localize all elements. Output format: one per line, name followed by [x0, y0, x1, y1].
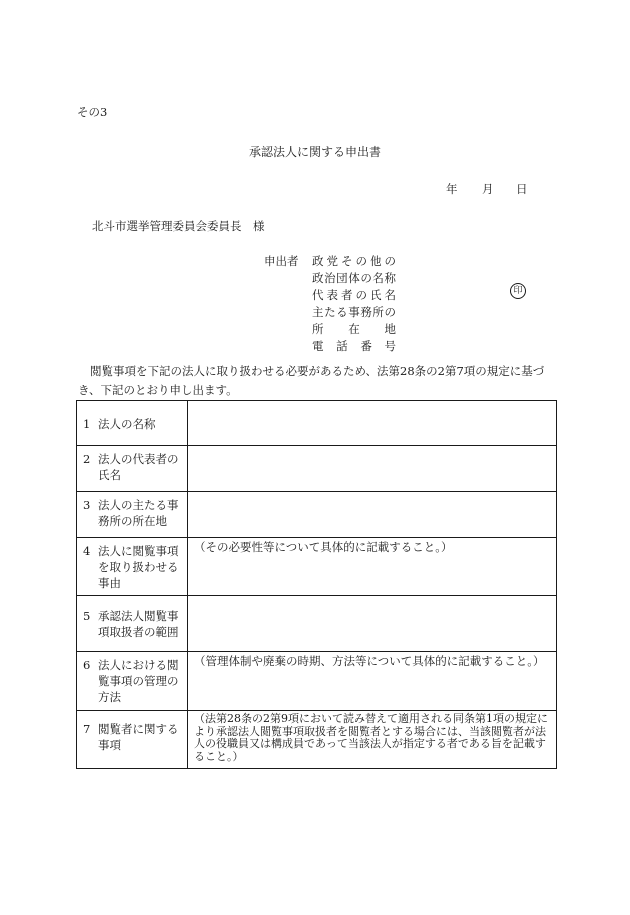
row-label: 法人に閲覧事項を取り扱わせる事由	[98, 544, 179, 590]
date-month-label: 月	[482, 182, 494, 196]
date-day-label: 日	[516, 182, 528, 196]
intro-paragraph: 閲覧事項を下記の法人に取り扱わせる必要があるため、法第28条の2第7項の規定に基づき、下記のとおり申し出ます。	[78, 364, 545, 397]
table-row	[77, 446, 557, 492]
row-label: 法人の主たる事務所の所在地	[98, 498, 179, 528]
applicant-row-party: 政 党 そ の 他 の	[312, 254, 396, 268]
table-row	[77, 538, 557, 596]
form-number: その3	[77, 105, 108, 119]
applicant-label: 申出者	[264, 254, 299, 268]
row-number: 7	[83, 722, 91, 736]
application-table	[76, 400, 557, 769]
row-number: 2	[83, 452, 91, 466]
value-cell[interactable]	[188, 446, 557, 492]
applicant-row-location: 所 在 地	[312, 322, 396, 336]
applicant-row-office: 主 た る 事 務 所 の	[312, 305, 396, 319]
row-label: 法人の代表者の氏名	[98, 452, 179, 482]
value-cell[interactable]	[188, 401, 557, 446]
document-title: 承認法人に関する申出書	[248, 145, 381, 159]
value-cell[interactable]: （管理体制や廃棄の時期、方法等について具体的に記載すること。）	[188, 652, 557, 711]
row-number: 6	[83, 658, 91, 672]
applicant-row-org-name: 政 治 団 体 の 名 称	[312, 271, 396, 285]
row-label: 承認法人閲覧事項取扱者の範囲	[98, 609, 179, 639]
table-row	[77, 711, 557, 769]
row-label: 閲覧者に関する事項	[98, 722, 179, 752]
table-row	[77, 596, 557, 652]
value-cell[interactable]	[188, 596, 557, 652]
table-row	[77, 401, 557, 446]
row-number: 1	[83, 417, 91, 431]
row-number: 3	[83, 498, 91, 512]
row-label: 法人における閲覧事項の管理の方法	[98, 658, 179, 704]
row-number: 4	[83, 544, 91, 558]
table-row	[77, 652, 557, 711]
seal-mark: 印	[510, 283, 526, 299]
applicant-row-phone: 電 話 番 号	[312, 339, 396, 353]
row-number: 5	[83, 609, 91, 623]
addressee: 北斗市選挙管理委員会委員長 様	[92, 219, 265, 233]
date-year-label: 年	[446, 182, 458, 196]
row-label: 法人の名称	[98, 417, 156, 431]
applicant-fields	[312, 253, 396, 355]
value-cell[interactable]: （その必要性等について具体的に記載すること。）	[188, 538, 557, 596]
applicant-row-rep-name: 代 表 者 の 氏 名	[312, 288, 396, 302]
value-cell[interactable]: （法第28条の2第9項において読み替えて適用される同条第1項の規定により承認法人閲覧事項取扱者を閲覧者とする場合には、当該閲覧者が法人の役職員又は構成員であって当該法人が指定する者である旨を記載すること。）	[188, 711, 557, 769]
table-row	[77, 492, 557, 538]
value-cell[interactable]	[188, 492, 557, 538]
